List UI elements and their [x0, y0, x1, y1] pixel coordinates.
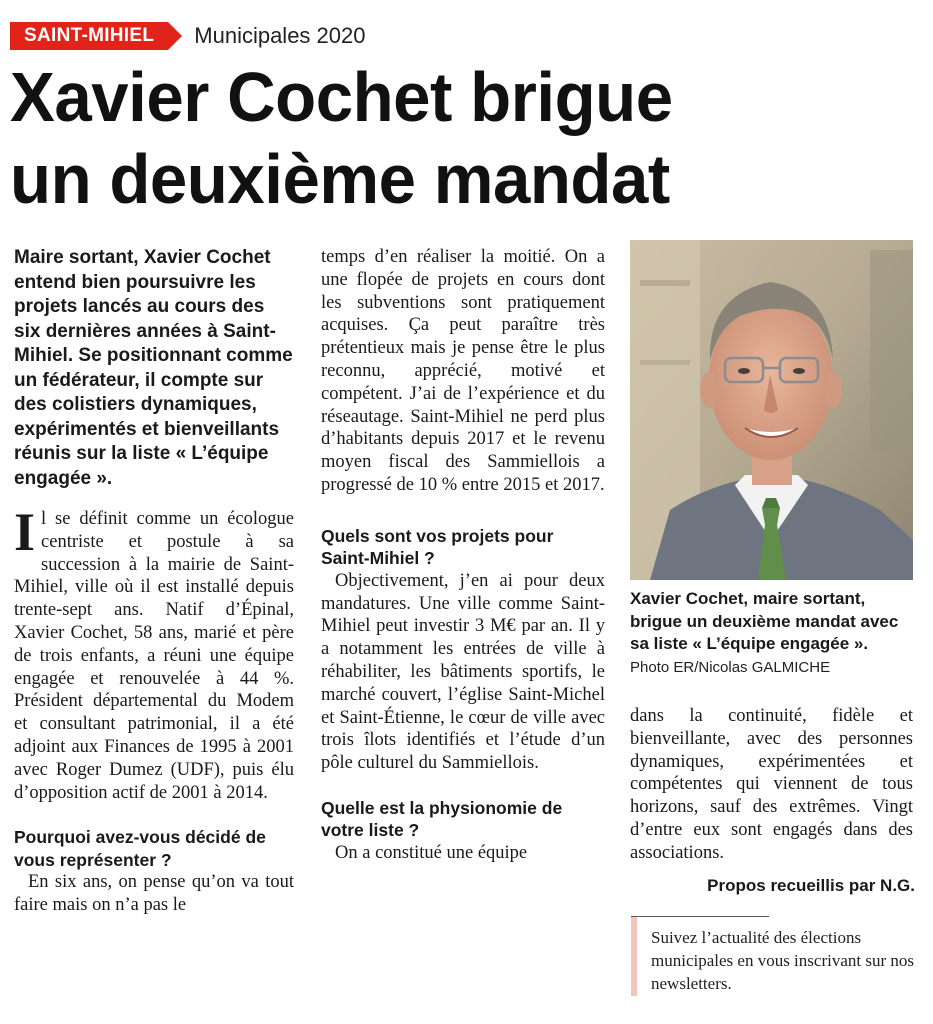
column-1: [14, 246, 294, 917]
location-tag: SAINT-MIHIEL: [10, 22, 168, 50]
column-2: [321, 246, 605, 865]
answer-1-start: En six ans, on pense qu’on va tout faire mais on n’a pas le: [14, 872, 294, 916]
signature: Propos recueillis par N.G.: [707, 876, 915, 895]
kicker: [10, 22, 366, 50]
box-top-rule: [631, 916, 769, 917]
column-3: [630, 705, 913, 865]
answer-3-end: dans la continuité, fidèle et bienveillante, avec des personnes dynamiques, expérimentées et compétentes qui viennent de tous horizons, sauf des extrêmes. Vingt d’entre eux sont engagés dans des associations.: [630, 706, 913, 863]
question-1: Pourquoi avez-vous décidé de vous représenter ?: [14, 827, 266, 870]
question-2: Quels sont vos projets pour Saint-Mihiel ?: [321, 525, 554, 569]
headline: [10, 56, 874, 220]
box-accent-bar: [631, 916, 637, 996]
newsletter-text: Suivez l’actualité des élections municipales en vous inscrivant sur nos newsletters.: [651, 928, 914, 993]
answer-3-start: On a constitué une équipe: [335, 842, 528, 863]
dropcap: I: [14, 502, 36, 562]
portrait-photo: [630, 240, 913, 580]
headline-line-1: Xavier Cochet brigue: [10, 58, 673, 136]
photo-credit: Photo ER/Nicolas GALMICHE: [630, 659, 831, 676]
newsletter-box[interactable]: [631, 916, 914, 996]
answer-2: Objectivement, j’en ai pour deux mandatures. Une ville comme Saint-Mihiel peut investir 3 M€ par an. Il y a notamment les entrées de ville à réhabiliter, les bâtiments sportifs, le marché couvert, l’église Saint-Michel et Saint-Étienne, le cœur de ville avec trois îlots identifiés et l’étude d’un pôle culturel du Sammiellois.: [321, 570, 605, 774]
rubric: Municipales 2020: [194, 23, 366, 48]
lead-paragraph: Maire sortant, Xavier Cochet entend bien poursuivre les projets lancés au cours des six dernières années à Saint-Mihiel. Se positionnant comme un fédérateur, il compte sur des colistiers dynamiques, expérimentés et bienveillants réunis sur la liste « L’équipe engagée ».: [14, 247, 293, 489]
question-3: Quelle est la physionomie de votre liste ?: [321, 797, 563, 841]
answer-1-end: temps d’en réaliser la moitié. On a une flopée de projets en cours dont les subventions sont pratiquement acquises. Ça peut paraître très prétentieux mais je pense être le plus reconnu, apprécié, motivé et compétent. J’ai de l’expérience et du réseautage. Saint-Mihiel ne perd plus d’habitants depuis 2017 et le revenu moyen fiscal des Sammiellois a progressé de 10 % entre 2015 et 2017.: [321, 247, 605, 495]
intro-paragraph: Il se définit comme un écologue centriste et postule à sa succession à la mairie de Saint-Mihiel, ville où il est installé depuis trente-sept ans. Natif d’Épinal, Xavier Cochet, 58 ans, marié et père de trois enfants, a réuni une équipe engagée et renouvelée à 44 %. Président départemental du Modem et consultant patrimonial, il a été adjoint aux Finances de 1995 à 2001 avec Roger Dumez (UDF), puis élu d’opposition actif de 2001 à 2014.: [14, 502, 294, 803]
photo-caption: Xavier Cochet, maire sortant, brigue un deuxième mandat avec sa liste « L’équipe engagée ».: [630, 589, 899, 653]
headline-line-2: un deuxième mandat: [10, 140, 670, 218]
